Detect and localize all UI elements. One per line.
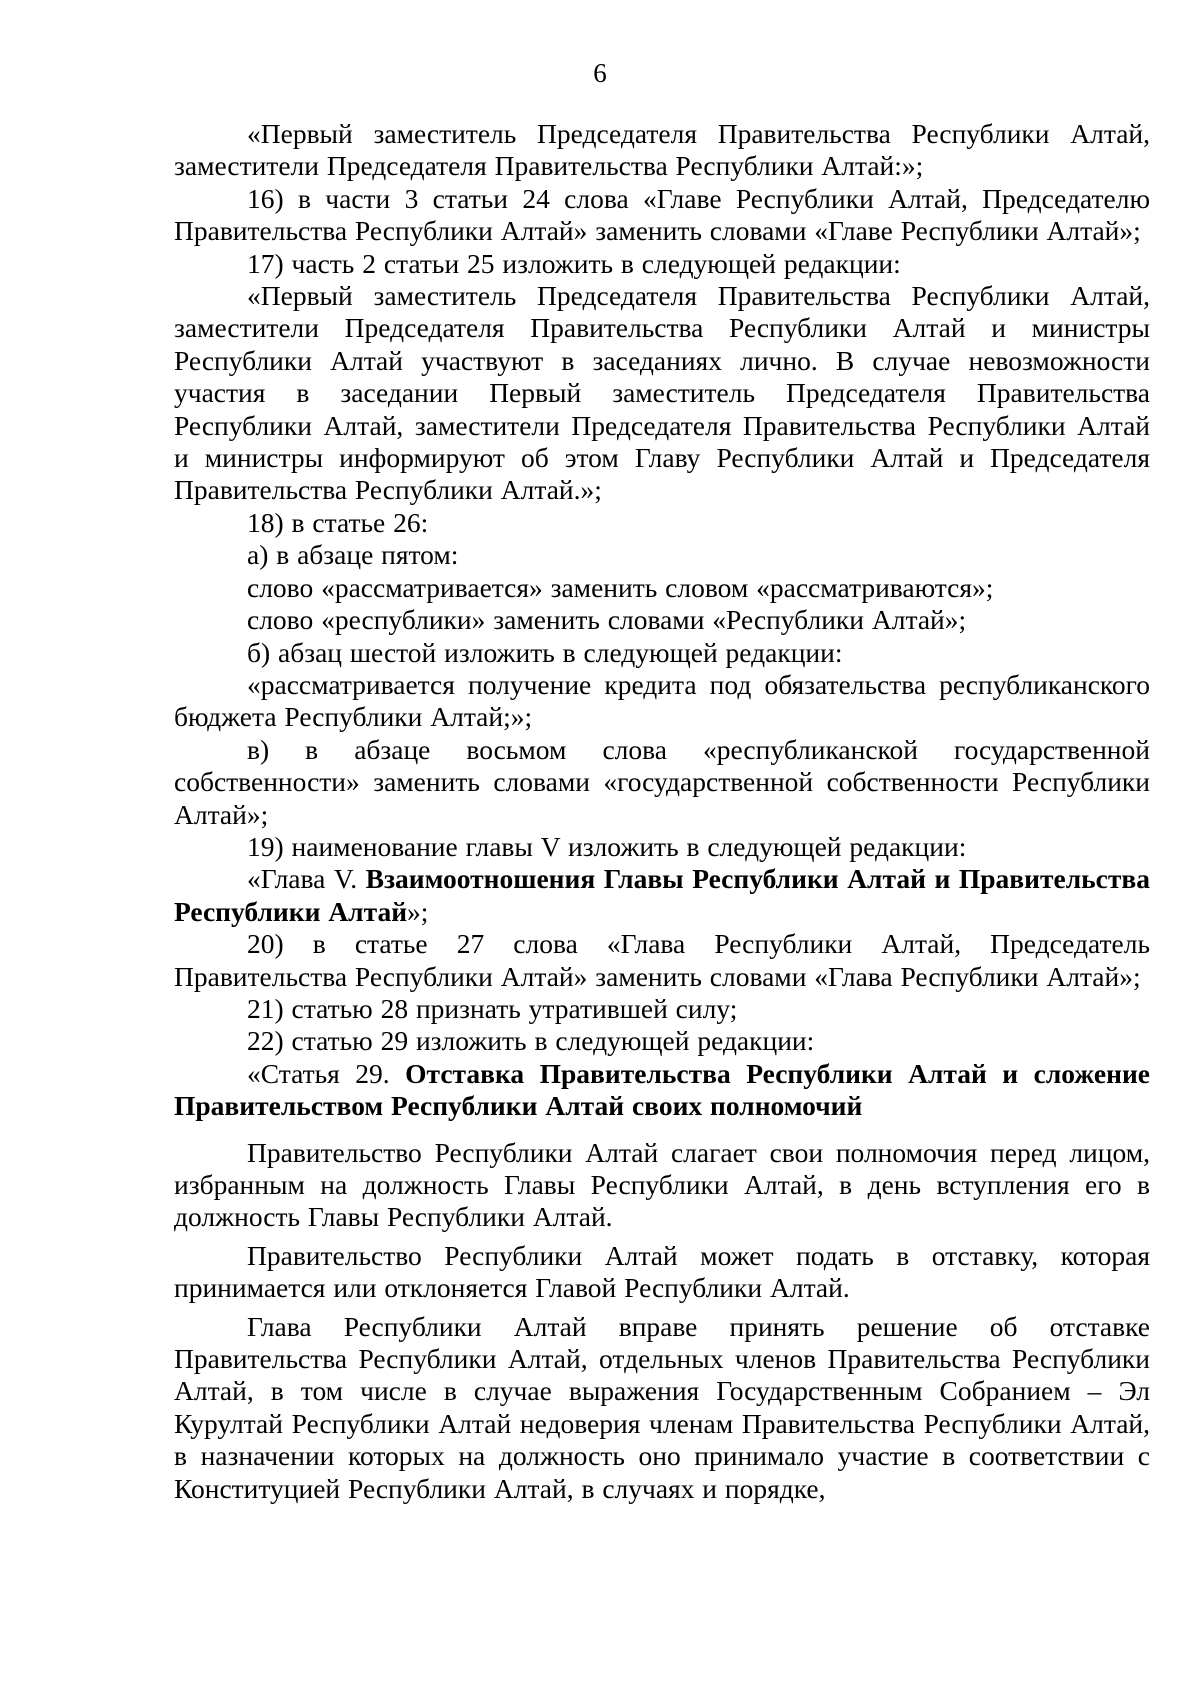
paragraph: 17) часть 2 статьи 25 изложить в следующей редакции: — [247, 247, 901, 279]
paragraph: слово «республики» заменить словами «Республики Алтай»; — [247, 604, 967, 636]
paragraph: 20) в статье 27 слова «Глава Республики Алтай, Председатель Правительства Республики Алтай» заменить словами «Глава Республики Алтай»; — [174, 928, 1150, 992]
paragraph: 22) статью 29 изложить в следующей редакции: — [247, 1025, 815, 1057]
chapter-title: Взаимоотношения Главы Республики Алтай и Правительства Республики Алтай — [174, 863, 1150, 927]
paragraph: «рассматривается получение кредита под обязательства республиканского бюджета Республики Алтай;»; — [174, 668, 1150, 733]
article-title-paragraph — [174, 1058, 1150, 1123]
page-number: 6 — [593, 58, 607, 88]
paragraph: 16) в части 3 статьи 24 слова «Главе Республики Алтай, Председателю Правительства Республики Алтай» заменить словами «Главе Республики Алтай»; — [174, 182, 1150, 247]
paragraph: 18) в статье 26: — [247, 506, 429, 538]
paragraph: Правительство Республики Алтай может подать в отставку, которая принимается или отклоняется Главой Республики Алтай. — [174, 1239, 1150, 1304]
paragraph: слово «рассматривается» заменить словом «рассматриваются»; — [247, 571, 994, 603]
paragraph: в) в абзаце восьмом слова «республиканской государственной собственности» заменить словами «государственной собственности Республики Алтай»; — [174, 733, 1150, 830]
paragraph: а) в абзаце пятом: — [247, 539, 459, 571]
paragraph: Глава Республики Алтай вправе принять решение об отставке Правительства Республики Алтай, отдельных членов Правительства Республики Алтай, в том числе в случае выражения Государственным Собранием – Эл Курултай Республики Алтай недоверия членам Правительства Республики Алтай, в назначении которых на должность оно принимало участие в соответствии с Конституцией Республики Алтай, в случаях и порядке, — [174, 1310, 1150, 1504]
article-title: Отставка Правительства Республики Алтай и сложение Правительством Республики Алтай своих полномочий — [174, 1057, 1150, 1122]
paragraph: «Первый заместитель Председателя Правительства Республики Алтай, заместители Председателя Правительства Республики Алтай:»; — [174, 118, 1150, 182]
paragraph: «Первый заместитель Председателя Правительства Республики Алтай, заместители Председателя Правительства Республики Алтай и министры Республики Алтай участвуют в заседаниях лично. В случае невозможности участия в заседании Первый заместитель Председателя Правительства Республики Алтай, заместители Председателя Правительства Республики Алтай и министры информируют об этом Главу Республики Алтай и Председателя Правительства Республики Алтай.»; — [174, 280, 1150, 506]
paragraph: б) абзац шестой изложить в следующей редакции: — [247, 636, 843, 668]
document-body — [174, 118, 1150, 1505]
article-label: «Статья 29. — [247, 1057, 406, 1089]
chapter-title-paragraph — [174, 863, 1150, 928]
chapter-label: «Глава V. — [247, 863, 366, 895]
chapter-title-end: »; — [407, 895, 429, 927]
paragraph: 19) наименование главы V изложить в следующей редакции: — [247, 830, 967, 862]
paragraph: Правительство Республики Алтай слагает свои полномочия перед лицом, избранным на должность Главы Республики Алтай, в день вступления его в должность Главы Республики Алтай. — [174, 1136, 1150, 1233]
paragraph: 21) статью 28 признать утратившей силу; — [247, 992, 738, 1024]
